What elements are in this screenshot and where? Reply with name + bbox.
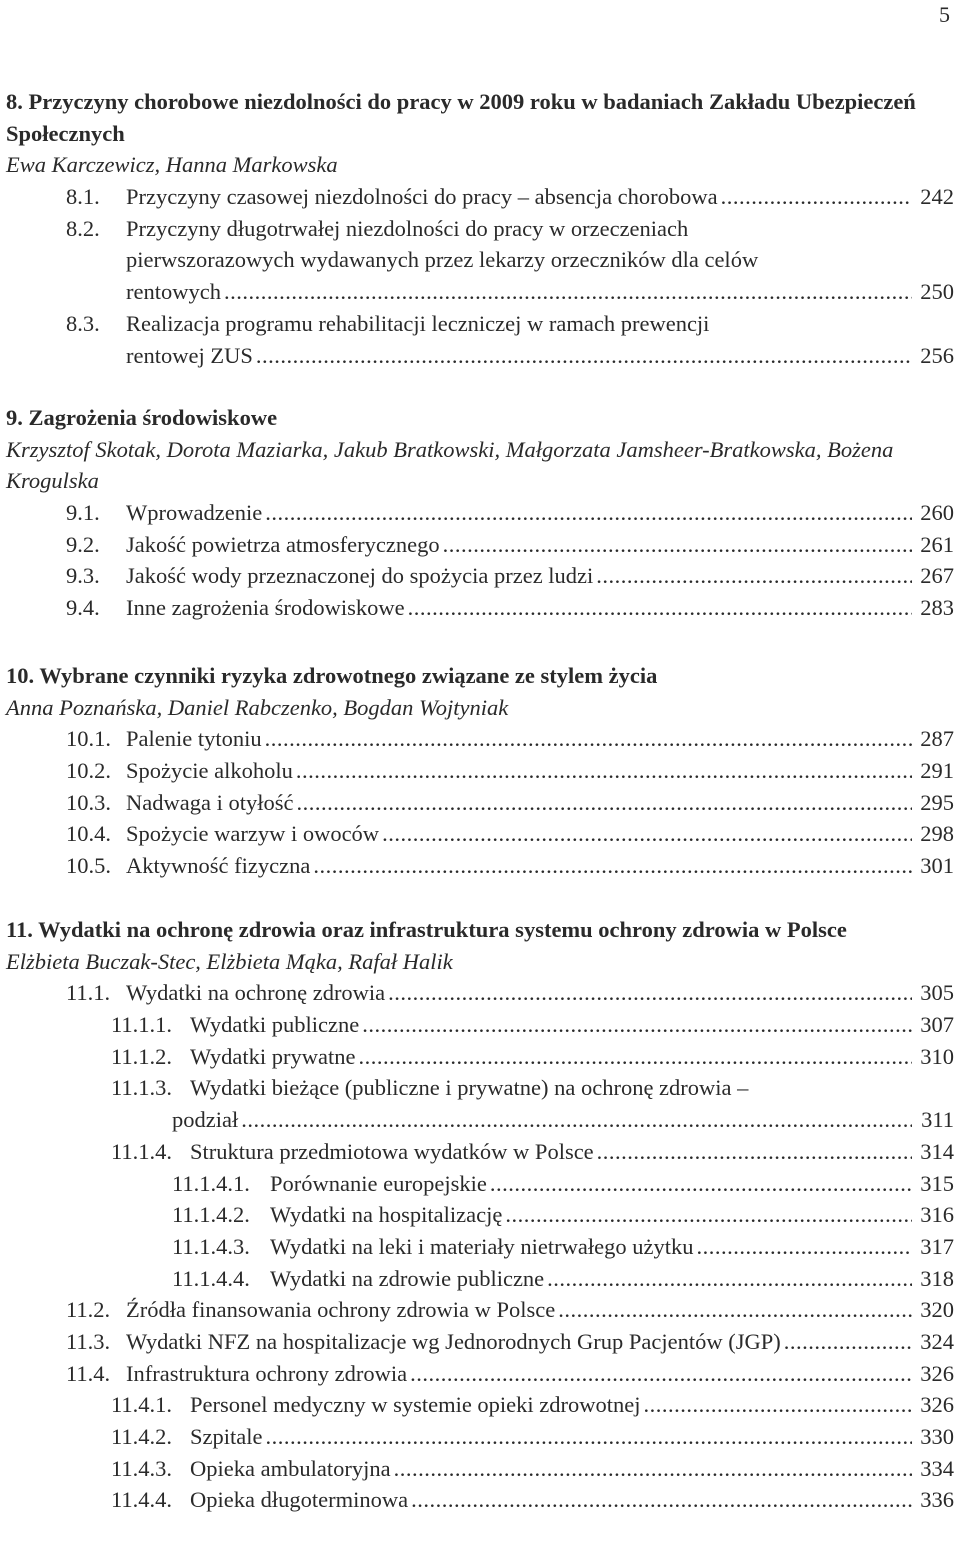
entry-line <box>126 755 954 787</box>
entry-page: 314 <box>920 1138 954 1164</box>
entry-line <box>126 977 954 1009</box>
dot-leader <box>296 755 912 787</box>
entry-page: 305 <box>920 980 954 1006</box>
entry-page: 250 <box>920 279 954 305</box>
toc-entry[interactable] <box>0 1263 960 1295</box>
toc-entry[interactable] <box>0 977 960 1009</box>
entry-number: 11.1.4.4. <box>172 1265 250 1291</box>
entry-number: 10.1. <box>66 726 111 752</box>
entry-number: 8.3. <box>66 310 100 336</box>
entry-line <box>126 308 954 340</box>
entry-number: 11.3. <box>66 1328 111 1354</box>
entry-page: 324 <box>920 1328 954 1354</box>
entry-page: 256 <box>920 342 954 368</box>
toc-entry[interactable] <box>0 181 960 213</box>
toc-entry[interactable] <box>0 1389 960 1421</box>
entry-number: 10.4. <box>66 821 111 847</box>
entry-number: 11.1.4.1. <box>172 1170 250 1196</box>
toc-entry[interactable] <box>0 1168 960 1200</box>
entry-line <box>126 497 954 529</box>
entry-page: 330 <box>920 1424 954 1450</box>
entry-title: rentowej ZUS <box>126 342 253 368</box>
dot-leader <box>224 276 912 308</box>
entry-page: 291 <box>920 758 954 784</box>
dot-leader <box>388 977 912 1009</box>
dot-leader <box>410 1358 912 1390</box>
entry-line <box>126 181 954 213</box>
dot-leader <box>313 850 912 882</box>
entry-page: 267 <box>920 563 954 589</box>
entry-page: 242 <box>920 184 954 210</box>
toc-chapter <box>0 86 960 371</box>
toc-entry[interactable] <box>0 213 960 308</box>
entry-line <box>172 1104 954 1136</box>
dot-leader <box>382 818 912 850</box>
entry-page: 318 <box>920 1265 954 1291</box>
dot-leader <box>256 340 912 372</box>
entry-title: Opieka długoterminowa <box>190 1487 409 1513</box>
entry-title: rentowych <box>126 279 221 305</box>
entry-line <box>270 1263 954 1295</box>
entry-number: 11.4.4. <box>111 1487 173 1513</box>
entry-page: 307 <box>920 1012 954 1038</box>
toc-entry[interactable] <box>0 818 960 850</box>
dot-leader <box>265 497 912 529</box>
entry-page: 320 <box>920 1297 954 1323</box>
entry-title: Wydatki na hospitalizację <box>270 1202 503 1228</box>
toc-chapter <box>0 660 960 882</box>
entry-number: 8.2. <box>66 215 100 241</box>
entry-page: 336 <box>920 1487 954 1513</box>
entry-number: 11.1.4.3. <box>172 1233 250 1259</box>
entry-line <box>126 340 954 372</box>
chapter-title: 9. Zagrożenia środowiskowe <box>6 405 278 430</box>
entry-line <box>126 244 954 276</box>
entry-number: 10.2. <box>66 758 111 784</box>
entry-title: Spożycie alkoholu <box>126 758 293 784</box>
entry-number: 9.4. <box>66 595 100 621</box>
toc-entry[interactable] <box>0 1484 960 1516</box>
dot-leader <box>490 1168 912 1200</box>
toc-chapter <box>0 402 960 624</box>
entry-title: Aktywność fizyczna <box>126 853 311 879</box>
chapter-title: 8. Przyczyny chorobowe niezdolności do pracy w 2009 roku w badaniach Zakładu Ubezpieczeń Społecznych <box>6 89 916 146</box>
entry-title: Inne zagrożenia środowiskowe <box>126 595 405 621</box>
entry-line <box>126 592 954 624</box>
chapter-title: 10. Wybrane czynniki ryzyka zdrowotnego związane ze stylem życia <box>6 663 658 688</box>
entry-title: Wydatki na leki i materiały nietrwałego użytku <box>270 1233 694 1259</box>
entry-line <box>126 213 954 245</box>
dot-leader <box>394 1453 912 1485</box>
toc-entry[interactable] <box>0 592 960 624</box>
entry-page: 287 <box>920 726 954 752</box>
entry-line <box>270 1168 954 1200</box>
entry-line <box>126 1326 954 1358</box>
entry-line <box>126 818 954 850</box>
entry-line <box>126 529 954 561</box>
entry-page: 315 <box>920 1170 954 1196</box>
entry-page: 283 <box>920 595 954 621</box>
entry-number: 11.4. <box>66 1360 111 1386</box>
entry-line <box>190 1136 954 1168</box>
entry-page: 301 <box>920 853 954 879</box>
entry-line <box>126 787 954 819</box>
toc-entry[interactable] <box>0 1453 960 1485</box>
page-number: 5 <box>939 2 950 27</box>
toc-entry[interactable] <box>0 497 960 529</box>
entry-number: 10.5. <box>66 853 111 879</box>
entry-page: 317 <box>920 1233 954 1259</box>
entry-number: 11.4.1. <box>111 1392 173 1418</box>
chapter-authors: Ewa Karczewicz, Hanna Markowska <box>6 152 338 178</box>
chapter-authors: Krzysztof Skotak, Dorota Maziarka, Jakub Bratkowski, Małgorzata Jamsheer-Bratkowska, Bożena Krogulska <box>6 436 894 494</box>
dot-leader <box>362 1009 912 1041</box>
entry-title: Wydatki na zdrowie publiczne <box>270 1265 545 1291</box>
toc-entry[interactable] <box>0 1009 960 1041</box>
entry-title: Wydatki bieżące (publiczne i prywatne) na ochronę zdrowia – <box>190 1075 749 1101</box>
entry-number: 9.2. <box>66 531 100 557</box>
dot-leader <box>558 1294 912 1326</box>
toc-entry[interactable] <box>0 755 960 787</box>
entry-page: 326 <box>920 1360 954 1386</box>
dot-leader <box>596 560 912 592</box>
entry-title: Spożycie warzyw i owoców <box>126 821 380 847</box>
entry-title: pierwszorazowych wydawanych przez lekarzy orzeczników dla celów <box>126 247 759 273</box>
entry-number: 11.1.2. <box>111 1043 173 1069</box>
entry-title: Jakość wody przeznaczonej do spożycia przez ludzi <box>126 563 594 589</box>
dot-leader <box>644 1389 912 1421</box>
entry-number: 10.3. <box>66 789 111 815</box>
toc-entry[interactable] <box>0 1041 960 1073</box>
entry-line <box>190 1072 954 1104</box>
entry-number: 9.1. <box>66 500 100 526</box>
toc-entry[interactable] <box>0 1294 960 1326</box>
entry-title: Wydatki na ochronę zdrowia <box>126 980 386 1006</box>
entry-title: Wydatki NFZ na hospitalizacje wg Jednorodnych Grup Pacjentów (JGP) <box>126 1328 781 1354</box>
dot-leader <box>784 1326 912 1358</box>
entry-title: Wydatki publiczne <box>190 1012 360 1038</box>
dot-leader <box>411 1484 912 1516</box>
entry-page: 295 <box>920 789 954 815</box>
dot-leader <box>505 1199 912 1231</box>
toc-entry[interactable] <box>0 787 960 819</box>
dot-leader <box>597 1136 912 1168</box>
entry-page: 310 <box>920 1043 954 1069</box>
toc-chapter <box>0 914 960 1516</box>
dot-leader <box>265 723 912 755</box>
entry-title: Infrastruktura ochrony zdrowia <box>126 1360 408 1386</box>
toc-entry[interactable] <box>0 560 960 592</box>
entry-title: Wprowadzenie <box>126 500 263 526</box>
entry-number: 11.1. <box>66 980 111 1006</box>
toc-entry[interactable] <box>0 850 960 882</box>
entry-page: 260 <box>920 500 954 526</box>
entry-line <box>190 1421 954 1453</box>
dot-leader <box>241 1104 912 1136</box>
entry-page: 334 <box>920 1455 954 1481</box>
entry-title: Nadwaga i otyłość <box>126 789 294 815</box>
chapter-title: 11. Wydatki na ochronę zdrowia oraz infrastruktura systemu ochrony zdrowia w Polsce <box>6 917 847 942</box>
toc-entry[interactable] <box>0 308 960 371</box>
entry-title: Opieka ambulatoryjna <box>190 1455 391 1481</box>
entry-number: 11.1.1. <box>111 1012 173 1038</box>
chapter-authors: Elżbieta Buczak-Stec, Elżbieta Mąka, Rafał Halik <box>6 948 453 974</box>
entry-title: Palenie tytoniu <box>126 726 262 752</box>
dot-leader <box>296 787 912 819</box>
entry-title: Personel medyczny w systemie opieki zdrowotnej <box>190 1392 641 1418</box>
dot-leader <box>443 529 912 561</box>
entry-line <box>190 1484 954 1516</box>
entry-number: 11.4.3. <box>111 1455 173 1481</box>
entry-number: 11.2. <box>66 1297 111 1323</box>
dot-leader <box>408 592 912 624</box>
entry-number: 11.1.3. <box>111 1075 173 1101</box>
toc-entry[interactable] <box>0 1136 960 1168</box>
dot-leader <box>358 1041 912 1073</box>
entry-title: Przyczyny czasowej niezdolności do pracy – absencja chorobowa <box>126 184 718 210</box>
entry-line <box>270 1231 954 1263</box>
dot-leader <box>265 1421 912 1453</box>
dot-leader <box>721 181 912 213</box>
entry-number: 11.4.2. <box>111 1424 173 1450</box>
entry-title: Realizacja programu rehabilitacji leczniczej w ramach prewencji <box>126 310 710 336</box>
entry-line <box>126 723 954 755</box>
entry-line <box>190 1453 954 1485</box>
entry-title: Źródła finansowania ochrony zdrowia w Polsce <box>126 1297 556 1323</box>
chapter-authors: Anna Poznańska, Daniel Rabczenko, Bogdan Wojtyniak <box>6 694 509 720</box>
entry-title: Struktura przedmiotowa wydatków w Polsce <box>190 1138 594 1164</box>
entry-line <box>190 1041 954 1073</box>
dot-leader <box>547 1263 912 1295</box>
toc-entry[interactable] <box>0 1231 960 1263</box>
entry-page: 311 <box>921 1107 954 1133</box>
entry-title: Szpitale <box>190 1424 263 1450</box>
dot-leader <box>697 1231 912 1263</box>
entry-title: Wydatki prywatne <box>190 1043 356 1069</box>
toc-entry[interactable] <box>0 1358 960 1390</box>
entry-line <box>270 1199 954 1231</box>
toc-entry[interactable] <box>0 1326 960 1358</box>
entry-number: 9.3. <box>66 563 100 589</box>
entry-title: Porównanie europejskie <box>270 1170 487 1196</box>
entry-line <box>190 1389 954 1421</box>
entry-page: 298 <box>920 821 954 847</box>
entry-number: 8.1. <box>66 184 100 210</box>
entry-number: 11.1.4.2. <box>172 1202 250 1228</box>
entry-line <box>126 850 954 882</box>
toc-entry[interactable] <box>0 723 960 755</box>
entry-number: 11.1.4. <box>111 1138 173 1164</box>
toc-entry[interactable] <box>0 1421 960 1453</box>
entry-line <box>126 276 954 308</box>
toc-entry[interactable] <box>0 1199 960 1231</box>
entry-line <box>190 1009 954 1041</box>
entry-page: 326 <box>920 1392 954 1418</box>
entry-page: 261 <box>920 531 954 557</box>
entry-page: 316 <box>920 1202 954 1228</box>
entry-line <box>126 1358 954 1390</box>
toc-entry[interactable] <box>0 529 960 561</box>
entry-line <box>126 560 954 592</box>
entry-title: Przyczyny długotrwałej niezdolności do pracy w orzeczeniach <box>126 215 689 241</box>
entry-line <box>126 1294 954 1326</box>
entry-title: podział <box>172 1107 239 1133</box>
entry-title: Jakość powietrza atmosferycznego <box>126 531 440 557</box>
toc-entry[interactable] <box>0 1072 960 1135</box>
